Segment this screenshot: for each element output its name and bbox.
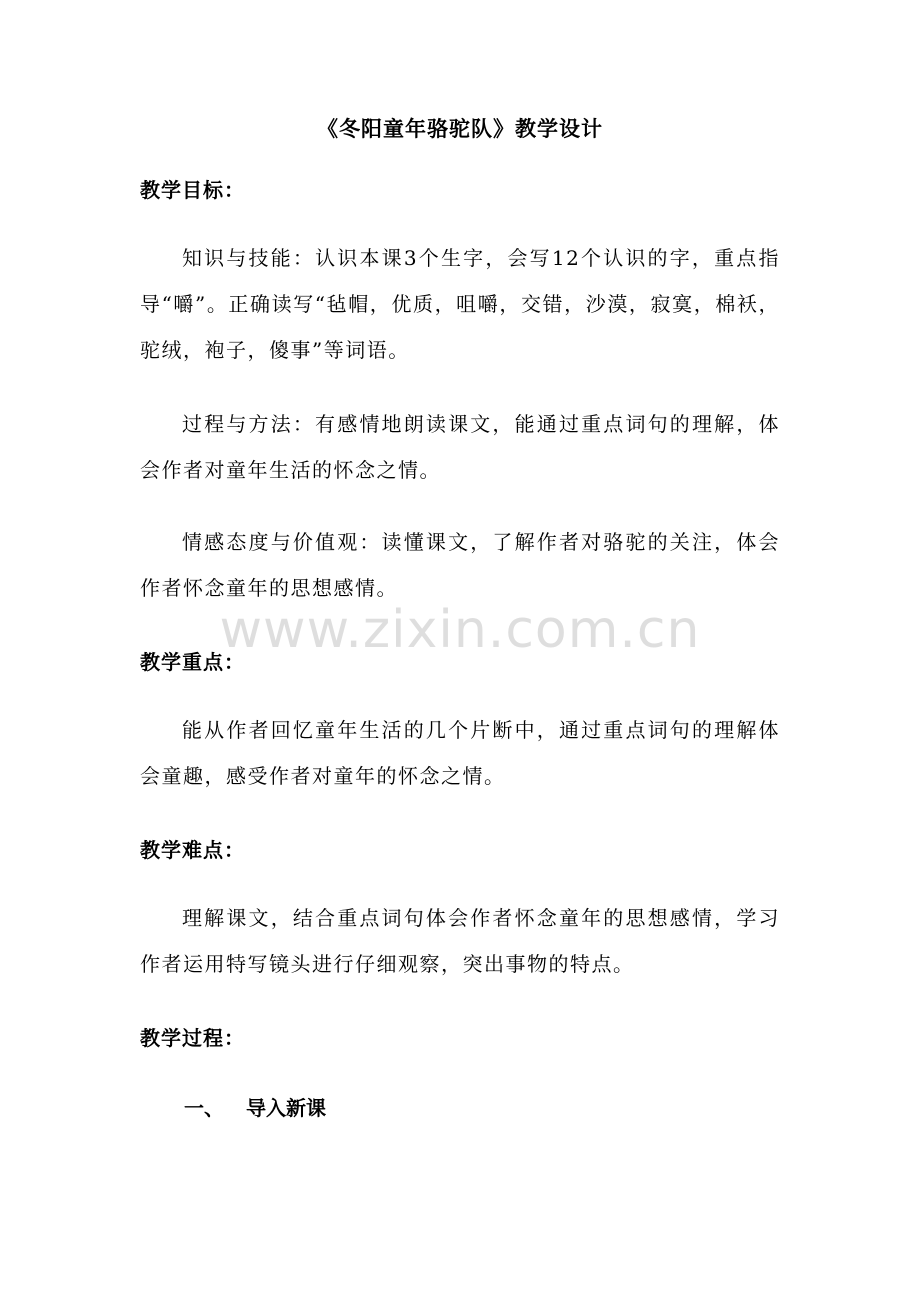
difficulties-paragraph: 理解课文，结合重点词句体会作者怀念童年的思想感情，学习作者运用特写镜头进行仔细观察，突出事物的特点。	[140, 906, 780, 976]
step-one	[184, 1093, 326, 1123]
objectives-heading: 教学目标：	[140, 178, 245, 202]
objective-process-paragraph: 过程与方法：有感情地朗读课文，能通过重点词句的理解，体会作者对童年生活的怀念之情。	[140, 412, 780, 482]
watermark: www.zixin.com.cn	[219, 600, 701, 660]
key-points-paragraph: 能从作者回忆童年生活的几个片断中，通过重点词句的理解体会童趣，感受作者对童年的怀念之情。	[140, 718, 780, 788]
difficulties-heading: 教学难点：	[140, 838, 245, 862]
process-heading: 教学过程：	[140, 1026, 245, 1050]
objective-emotion-paragraph: 情感态度与价值观：读懂课文，了解作者对骆驼的关注，体会作者怀念童年的思想感情。	[140, 530, 780, 600]
step-one-number: 一、	[184, 1096, 224, 1120]
key-points-heading: 教学重点：	[140, 650, 245, 674]
step-one-label: 导入新课	[246, 1096, 326, 1120]
objective-knowledge-paragraph: 知识与技能：认识本课3个生字，会写12个认识的字，重点指导“嚼”。正确读写“毡帽，优质，咀嚼，交错，沙漠，寂寞，棉袄，驼绒，袍子，傻事”等词语。	[140, 246, 780, 362]
document-title: 《冬阳童年骆驼队》教学设计	[317, 116, 603, 141]
